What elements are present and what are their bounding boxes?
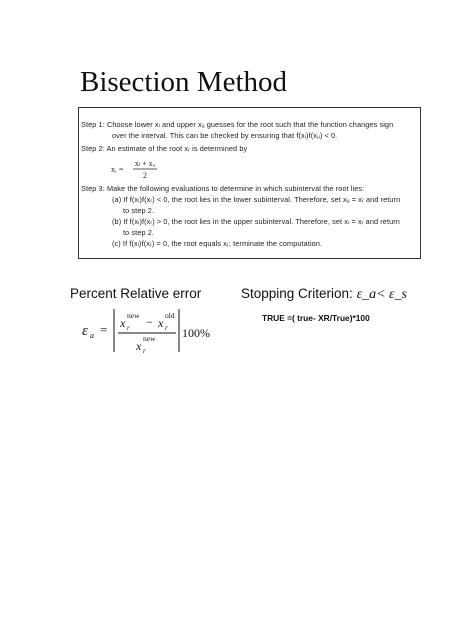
percent-relative-error-formula bbox=[80, 306, 230, 356]
formula-numerator: xₗ + xᵤ bbox=[134, 159, 156, 168]
step-2-formula bbox=[109, 154, 189, 184]
svg-text:=: = bbox=[100, 322, 108, 337]
step-3a-line-2: to step 2. bbox=[123, 206, 155, 215]
percent-relative-error-heading: Percent Relative error bbox=[70, 286, 202, 301]
step-3b-line-2: to step 2. bbox=[123, 228, 155, 237]
svg-text:r: r bbox=[165, 324, 168, 332]
step-2-line: Step 2: An estimate of the root xᵣ is determined by bbox=[81, 144, 248, 153]
hundred-percent: 100% bbox=[182, 326, 210, 340]
stopping-criterion bbox=[241, 286, 407, 303]
svg-text:−: − bbox=[146, 315, 153, 329]
step-3-line: Step 3: Make the following evaluations to determine in which subinterval the root lies: bbox=[81, 184, 365, 193]
true-error-formula: TRUE =( true- XR/True)*100 bbox=[262, 313, 370, 323]
epsilon-symbol: ε bbox=[82, 323, 88, 339]
stopping-criterion-label: Stopping Criterion: bbox=[241, 286, 353, 301]
algorithm-steps-box bbox=[78, 107, 421, 259]
svg-text:x: x bbox=[120, 316, 126, 330]
svg-text:new: new bbox=[143, 334, 156, 343]
formula-denominator: 2 bbox=[143, 171, 147, 180]
svg-text:new: new bbox=[127, 311, 140, 320]
step-1-line-1: Step 1: Choose lower xₗ and upper xᵤ guesses for the root such that the function changes sign bbox=[81, 120, 394, 129]
svg-text:r: r bbox=[127, 324, 130, 332]
step-3a-line-1: (a) If f(xₗ)f(xᵣ) < 0, the root lies in the lower subinterval. Therefore, set xᵤ = xᵣ and return bbox=[112, 195, 401, 204]
svg-text:x: x bbox=[158, 316, 164, 330]
step-3b-line-1: (b) If f(xₗ)f(xᵣ) > 0, the root lies in the upper subinterval. Therefore, set xₗ = xᵣ and return bbox=[112, 217, 400, 226]
formula-lhs: xᵣ = bbox=[111, 165, 124, 174]
stopping-criterion-formula: ε_a< ε_s bbox=[356, 287, 408, 302]
svg-text:x: x bbox=[136, 339, 142, 353]
epsilon-subscript: a bbox=[90, 331, 94, 340]
svg-text:r: r bbox=[143, 347, 146, 355]
step-3c-line: (c) If f(xₗ)f(xᵣ) = 0, the root equals xᵣ; terminate the computation. bbox=[112, 239, 323, 248]
step-1-line-2: over the interval. This can be checked by ensuring that f(xₗ)f(xᵤ) < 0. bbox=[112, 131, 338, 140]
svg-text:old: old bbox=[165, 311, 175, 320]
page-title: Bisection Method bbox=[80, 66, 288, 98]
